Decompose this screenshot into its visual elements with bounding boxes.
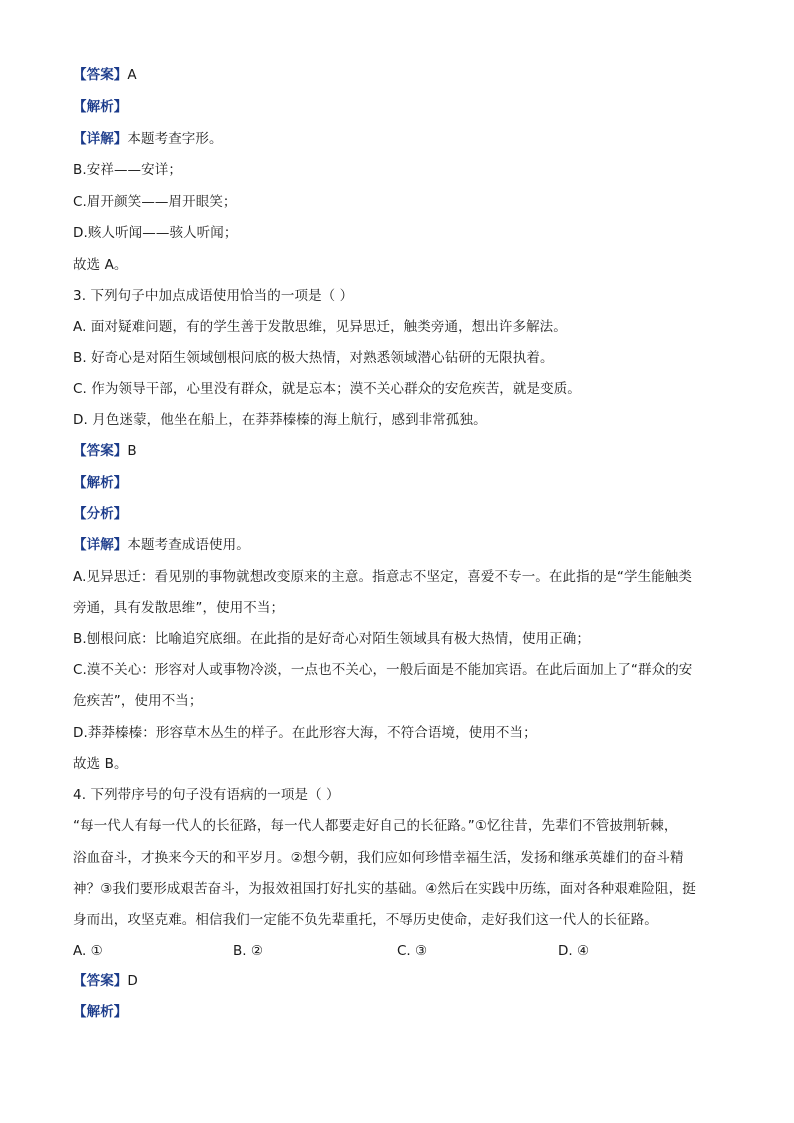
text-line [73,910,733,930]
line-text: 3. 下列句子中加点成语使用恰当的一项是（ ） [73,288,354,304]
section-tag: 【详解】 [73,537,128,553]
line-text: B.刨根问底：比喻追究底细。在此指的是好奇心对陌生领域具有极大热情，使用正确； [73,631,590,647]
text-line [73,816,733,836]
text-line [73,317,733,337]
section-tag: 【解析】 [73,475,128,491]
line-text: 旁通，具有发散思维”，使用不当； [73,600,285,616]
line-text: D [127,973,138,989]
text-line [73,286,733,306]
text-line [73,410,733,430]
line-text: D.莽莽榛榛：形容草木丛生的样子。在此形容大海，不符合语境，使用不当； [73,725,537,741]
text-line [73,504,733,524]
line-text: 本题考查成语使用。 [127,537,250,553]
text-line [73,879,733,899]
section-tag: 【答案】 [73,443,128,459]
line-text: B. 好奇心是对陌生领域刨根问底的极大热情，对熟悉领域潜心钻研的无限执着。 [73,350,554,366]
answer-option: D. ④ [558,943,590,959]
line-text: 4. 下列带序号的句子没有语病的一项是（ ） [73,787,340,803]
line-text: 浴血奋斗，才换来今天的和平岁月。②想今朝，我们应如何珍惜幸福生活，发扬和继承英雄们的奋斗精 [73,850,684,866]
text-line [73,223,733,243]
section-tag: 【解析】 [73,99,128,115]
answer-option: C. ③ [397,943,428,959]
text-line [73,567,733,587]
line-text: D.赅人听闻——骇人听闻； [73,225,238,241]
text-line [73,65,733,85]
text-line [73,971,733,991]
text-line [73,348,733,368]
text-line [73,160,733,180]
section-tag: 【解析】 [73,1004,128,1020]
text-line [73,535,733,555]
line-text: 本题考查字形。 [127,131,223,147]
text-line [73,129,733,149]
text-line [73,660,733,680]
text-line [73,255,733,275]
line-text: A. 面对疑难问题，有的学生善于发散思维，见异思迁，触类旁通，想出许多解法。 [73,319,567,335]
line-text: 故选 B。 [73,756,128,772]
line-text: A.见异思迁：看见别的事物就想改变原来的主意。指意志不坚定，喜爱不专一。在此指的是“学生能触类 [73,569,692,585]
line-text: 身而出，攻坚克难。相信我们一定能不负先辈重托，不辱历史使命，走好我们这一代人的长征路。 [73,912,658,928]
answer-option: A. ① [73,943,103,959]
line-text: 故选 A。 [73,257,128,273]
section-tag: 【分析】 [73,506,128,522]
line-text: B [127,443,137,459]
text-line [73,691,733,711]
answer-option: B. ② [233,943,263,959]
line-text: B.安祥——安详； [73,162,182,178]
line-text: 神？③我们要形成艰苦奋斗，为报效祖国打好扎实的基础。④然后在实践中历练，面对各种艰难险阻，挺 [73,881,696,897]
text-line [73,785,733,805]
section-tag: 【详解】 [73,131,128,147]
section-tag: 【答案】 [73,973,128,989]
text-line [73,754,733,774]
text-line [73,441,733,461]
line-text: D. 月色迷蒙，他坐在船上，在莽莽榛榛的海上航行，感到非常孤独。 [73,412,487,428]
text-line [73,192,733,212]
line-text: “每一代人有每一代人的长征路，每一代人都要走好自己的长征路。”①忆往昔，先辈们不管披荆斩棘， [73,818,678,834]
text-line [73,848,733,868]
text-line [73,473,733,493]
text-line [73,1002,733,1022]
text-line [73,598,733,618]
line-text: C.漠不关心：形容对人或事物冷淡，一点也不关心，一般后面是不能加宾语。在此后面加上了“群众的安 [73,662,693,678]
line-text: 危疾苦”，使用不当； [73,693,203,709]
text-line [73,97,733,117]
text-line [73,723,733,743]
text-line [73,629,733,649]
line-text: C. 作为领导干部，心里没有群众，就是忘本；漠不关心群众的安危疾苦，就是变质。 [73,381,581,397]
line-text: C.眉开颜笑——眉开眼笑； [73,194,237,210]
text-line [73,379,733,399]
section-tag: 【答案】 [73,67,128,83]
line-text: A [127,67,137,83]
